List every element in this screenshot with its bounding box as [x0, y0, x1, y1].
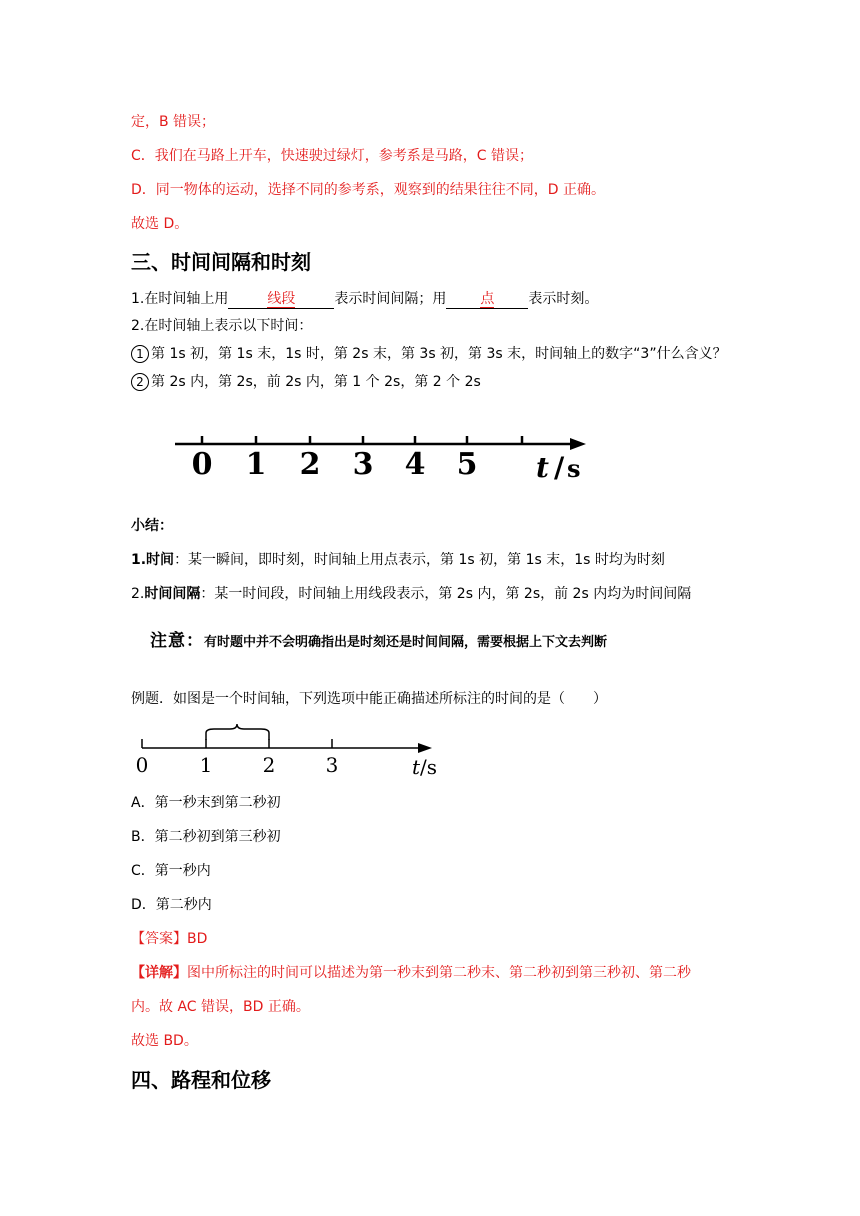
axis-tick-label: 4 [404, 447, 426, 482]
question-1-suffix: 表示时刻。 [528, 291, 599, 307]
text-line: D．同一物体的运动，选择不同的参考系，观察到的结果往往不同，D 正确。 [131, 182, 606, 198]
list-item-text: 第 2s 内，第 2s，前 2s 内，第 1 个 2s，第 2 个 2s [151, 374, 481, 390]
section-heading: 四、路程和位移 [131, 1068, 271, 1092]
axis-tick-label: 3 [325, 753, 339, 777]
axis-tick-label: 2 [299, 447, 321, 482]
axis-tick-label: 2 [262, 753, 276, 777]
fill-blank-answer: 点 [480, 291, 495, 307]
axis-tick-label: 0 [191, 447, 213, 482]
question-2: 2.在时间轴上表示以下时间： [131, 318, 313, 334]
summary-term: 1.时间 [131, 552, 175, 568]
list-item-text: 第 1s 初，第 1s 末，1s 时，第 2s 末，第 3s 初，第 3s 末，时间轴上的数字“3”什么含义？ [151, 346, 727, 362]
axis-arrow [418, 743, 432, 753]
list-item [131, 373, 481, 391]
summary-text: ：某一瞬间，即时刻，时间轴上用点表示，第 1s 初，第 1s 末，1s 时均为时刻 [174, 552, 665, 568]
axis-tick-label: 1 [199, 753, 213, 777]
axis-tick-label: 0 [135, 753, 149, 777]
text-line: 故选 D。 [131, 216, 189, 232]
text-line: C．我们在马路上开车，快速驶过绿灯，参考系是马路，C 错误； [131, 148, 533, 164]
time-axis-figure [170, 430, 600, 490]
note [150, 626, 607, 651]
axis-unit-var: t [412, 755, 421, 779]
option-c: C．第一秒内 [131, 863, 211, 879]
circled-number: 1 [131, 345, 149, 363]
fill-blank [228, 290, 334, 309]
explanation-cont: 内。故 AC 错误，BD 正确。 [131, 999, 310, 1015]
explanation-label: 【详解】 [131, 965, 187, 981]
text-line: 定，B 错误； [131, 114, 216, 130]
explanation [131, 964, 691, 982]
option-d: D．第二秒内 [131, 897, 212, 913]
list-item [131, 345, 727, 363]
axis-tick-label: 5 [456, 447, 478, 482]
option-a: A．第一秒末到第二秒初 [131, 795, 281, 811]
summary-item [131, 585, 691, 603]
note-lead: 注意： [150, 631, 204, 651]
axis-unit: s [567, 454, 581, 483]
axis-tick-label: 1 [245, 447, 267, 482]
circled-number: 2 [131, 373, 149, 391]
axis-tick-label: 3 [352, 447, 374, 482]
example-question: 例题．如图是一个时间轴，下列选项中能正确描述所标注的时间的是（ ） [131, 691, 607, 707]
summary-title: 小结： [131, 518, 173, 534]
final-answer: 故选 BD。 [131, 1033, 198, 1049]
fill-blank-answer: 线段 [267, 291, 296, 307]
section-heading: 三、时间间隔和时刻 [131, 250, 311, 274]
note-text: 有时题中并不会明确指出是时刻还是时间间隔，需要根据上下文去判断 [204, 635, 608, 650]
axis-unit-var: t [536, 451, 549, 484]
interval-brace [206, 724, 269, 740]
answer: 【答案】BD [131, 931, 208, 947]
axis-unit-sep: / [554, 451, 565, 484]
option-b: B．第二秒初到第三秒初 [131, 829, 281, 845]
summary-text: ：某一时间段，时间轴上用线段表示，第 2s 内，第 2s，前 2s 内均为时间间隔 [200, 586, 692, 602]
example-axis-figure [130, 722, 450, 782]
question-1-prefix: 1.在时间轴上用 [131, 291, 229, 307]
summary-item [131, 551, 665, 569]
axis-unit: /s [420, 755, 438, 779]
summary-index: 2. [131, 586, 145, 602]
axis-arrow [570, 438, 586, 450]
summary-term: 时间间隔 [144, 586, 201, 602]
fill-blank [446, 290, 528, 309]
question-1 [131, 290, 598, 309]
question-1-mid: 表示时间间隔；用 [334, 291, 447, 307]
explanation-text: 图中所标注的时间可以描述为第一秒末到第二秒末、第二秒初到第三秒初、第二秒 [187, 965, 691, 981]
